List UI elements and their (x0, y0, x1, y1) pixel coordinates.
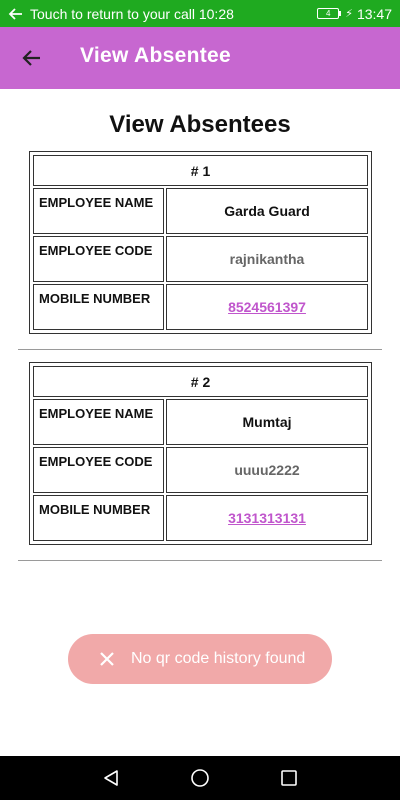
absentee-card (29, 362, 372, 545)
mobile-number-link[interactable]: 8524561397 (166, 284, 368, 330)
status-bar[interactable] (0, 0, 400, 27)
circle-home-icon[interactable] (190, 768, 210, 788)
page-heading: View Absentees (109, 111, 291, 138)
main-content (0, 89, 400, 140)
employee-code-value: uuuu2222 (166, 447, 368, 493)
divider (18, 560, 382, 561)
absentee-index: # 2 (33, 366, 368, 397)
employee-code-value: rajnikantha (166, 236, 368, 282)
employee-code-label: EMPLOYEE CODE (33, 447, 164, 493)
mobile-number-label: MOBILE NUMBER (33, 495, 164, 541)
return-to-call-text[interactable]: Touch to return to your call 10:28 (30, 5, 234, 22)
status-indicators (317, 6, 392, 22)
employee-name-label: EMPLOYEE NAME (33, 399, 164, 445)
mobile-number-label: MOBILE NUMBER (33, 284, 164, 330)
app-bar (0, 27, 400, 89)
arrow-left-icon (8, 6, 24, 22)
battery-level: 4 (317, 8, 339, 19)
toast-message[interactable] (68, 634, 332, 684)
employee-code-label: EMPLOYEE CODE (33, 236, 164, 282)
navigation-bar (0, 756, 400, 800)
absentee-index: # 1 (33, 155, 368, 186)
absentee-card (29, 151, 372, 334)
clock: 13:47 (356, 5, 392, 22)
close-icon[interactable] (98, 650, 116, 668)
toast-text: No qr code history found (131, 650, 306, 667)
square-recents-icon[interactable] (279, 768, 299, 788)
page-title: View Absentee (80, 44, 231, 67)
divider (18, 349, 382, 350)
employee-name-value: Garda Guard (166, 188, 368, 234)
back-arrow-icon[interactable] (20, 46, 44, 70)
employee-name-value: Mumtaj (166, 399, 368, 445)
charging-icon: ⚡ (345, 8, 353, 20)
employee-name-label: EMPLOYEE NAME (33, 188, 164, 234)
triangle-back-icon[interactable] (101, 768, 121, 788)
battery-icon (317, 8, 341, 19)
mobile-number-link[interactable]: 3131313131 (166, 495, 368, 541)
